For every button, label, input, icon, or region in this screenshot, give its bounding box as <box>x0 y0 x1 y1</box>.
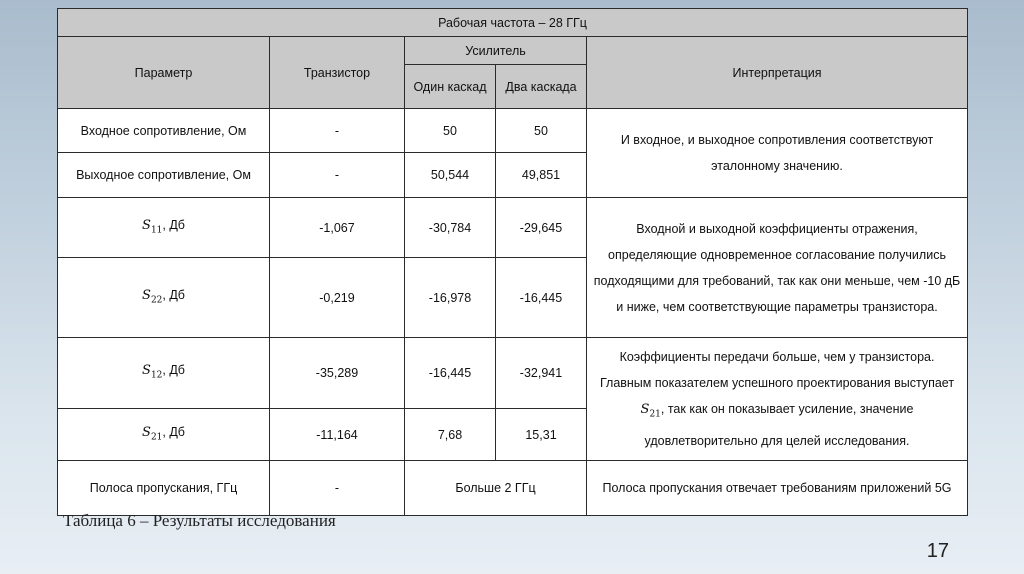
cell-transistor: -0,219 <box>270 258 405 338</box>
table-row <box>58 338 968 409</box>
cell-two-stages: -32,941 <box>496 338 587 409</box>
s-symbol: S <box>640 402 650 418</box>
cell-parameter <box>58 338 270 409</box>
header-two-stages: Два каскада <box>496 65 587 109</box>
table-title: Рабочая частота – 28 ГГц <box>58 9 968 37</box>
interpretation-transmission <box>587 338 968 461</box>
header-parameter: Параметр <box>58 37 270 109</box>
cell-parameter: Входное сопротивление, Ом <box>58 109 270 153</box>
page-number: 17 <box>926 540 949 562</box>
s-parameter-symbol <box>142 287 163 306</box>
s-parameter-symbol <box>142 363 163 381</box>
header-transistor: Транзистор <box>270 37 405 109</box>
cell-two-stages: 49,851 <box>496 153 587 198</box>
cell-one-stage: -30,784 <box>405 198 496 258</box>
s-symbol: S <box>142 217 151 233</box>
header-interpretation: Интерпретация <box>587 37 968 109</box>
s21-symbol <box>640 402 661 420</box>
s-index: 21 <box>150 432 163 443</box>
cell-two-stages: 15,31 <box>496 409 587 461</box>
s-unit: , Дб <box>162 217 185 232</box>
cell-two-stages: -29,645 <box>496 198 587 258</box>
cell-transistor: -1,067 <box>270 198 405 258</box>
s-parameter-symbol <box>142 424 163 443</box>
interpretation-reflection: Входной и выходной коэффициенты отражения, определяющие одновременное согласование получились подходящими для требований, так как они меньше, чем -10 дБ и ниже, чем соответствующие параметры транзистора. <box>587 198 968 338</box>
transmission-text-start: Коэффициенты передачи больше, чем у транзистора. Главным показателем успешного проектирования выступает <box>599 350 955 391</box>
cell-parameter <box>58 198 270 258</box>
s-index: 22 <box>150 295 163 306</box>
s-symbol: S <box>142 424 151 440</box>
results-table <box>57 8 968 516</box>
s-unit: , Дб <box>162 363 185 378</box>
cell-transistor: -35,289 <box>270 338 405 409</box>
table-row <box>58 109 968 153</box>
s-unit: , Дб <box>162 424 185 439</box>
table-row <box>58 461 968 516</box>
cell-two-stages: -16,445 <box>496 258 587 338</box>
s-index: 11 <box>150 225 163 236</box>
cell-one-stage: -16,978 <box>405 258 496 338</box>
cell-transistor: - <box>270 461 405 516</box>
interpretation-bandwidth: Полоса пропускания отвечает требованиям приложений 5G <box>587 461 968 516</box>
s-parameter-symbol <box>142 217 163 236</box>
cell-transistor: - <box>270 109 405 153</box>
s-index: 12 <box>150 370 163 381</box>
cell-parameter: Полоса пропускания, ГГц <box>58 461 270 516</box>
cell-one-stage: -16,445 <box>405 338 496 409</box>
cell-parameter <box>58 409 270 461</box>
table-caption: Таблица 6 – Результаты исследования <box>63 511 336 530</box>
cell-one-stage: 50,544 <box>405 153 496 198</box>
transmission-text-end: , так как он показывает усиление, значение удовлетворительно для целей исследования. <box>644 402 914 448</box>
cell-parameter <box>58 258 270 338</box>
header-one-stage: Один каскад <box>405 65 496 109</box>
cell-one-stage: 50 <box>405 109 496 153</box>
cell-one-stage: 7,68 <box>405 409 496 461</box>
interpretation-impedance: И входное, и выходное сопротивления соответствуют эталонному значению. <box>587 109 968 198</box>
cell-transistor: - <box>270 153 405 198</box>
table-row <box>58 198 968 258</box>
cell-transistor: -11,164 <box>270 409 405 461</box>
s-symbol: S <box>142 363 151 379</box>
cell-two-stages: 50 <box>496 109 587 153</box>
s-symbol: S <box>142 287 151 303</box>
s-unit: , Дб <box>162 287 185 302</box>
header-amplifier: Усилитель <box>405 37 587 65</box>
s-index: 21 <box>649 409 661 420</box>
cell-amplifier-merged: Больше 2 ГГц <box>405 461 587 516</box>
cell-parameter: Выходное сопротивление, Ом <box>58 153 270 198</box>
